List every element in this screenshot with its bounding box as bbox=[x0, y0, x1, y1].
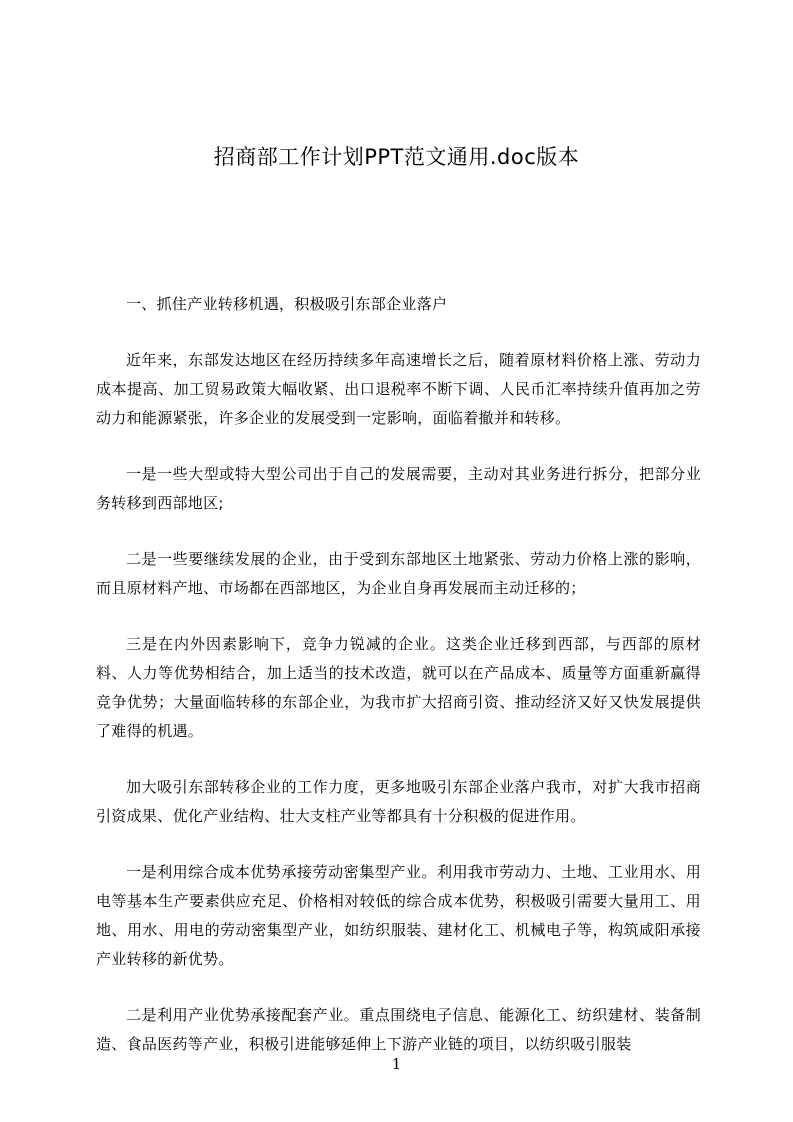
page-number: 1 bbox=[391, 1055, 402, 1073]
section-heading: 一、抓住产业转移机遇，积极吸引东部企业落户 bbox=[126, 295, 448, 313]
paragraph-intro: 近年来，东部发达地区在经历持续多年高速增长之后，随着原材料价格上涨、劳动力成本提高、加工贸易政策大幅收紧、出口退税率不断下调、人民币汇率持续升值再加之劳动力和能源紧张，许多企业的发展受到一定影响，面临着撤并和转移。 bbox=[96, 351, 701, 427]
paragraph-strategy-2: 二是利用产业优势承接配套产业。重点围绕电子信息、能源化工、纺织建材、装备制造、食品医药等产业，积极引进能够延伸上下游产业链的项目，以纺织吸引服装 bbox=[96, 1006, 701, 1053]
paragraph-strategy-1: 一是利用综合成本优势承接劳动密集型产业。利用我市劳动力、土地、工业用水、用电等基本生产要素供应充足、价格相对较低的综合成本优势，积极吸引需要大量用工、用地、用水、用电的劳动密集型产业，如纺织服装、建材化工、机械电子等，构筑咸阳承接产业转移的新优势。 bbox=[96, 863, 701, 968]
document-body bbox=[96, 290, 701, 1086]
document-title: 招商部工作计划PPT范文通用.doc版本 bbox=[213, 145, 580, 169]
paragraph-point-2: 二是一些要继续发展的企业，由于受到东部地区土地紧张、劳动力价格上涨的影响，而且原材料产地、市场都在西部地区，为企业自身再发展而主动迁移的； bbox=[96, 550, 701, 597]
paragraph-summary: 加大吸引东部转移企业的工作力度，更多地吸引东部企业落户我市，对扩大我市招商引资成果、优化产业结构、壮大支柱产业等都具有十分积极的促进作用。 bbox=[96, 778, 701, 825]
paragraph-point-3: 三是在内外因素影响下，竞争力锐减的企业。这类企业迁移到西部，与西部的原材料、人力等优势相结合，加上适当的技术改造，就可以在产品成本、质量等方面重新赢得竞争优势；大量面临转移的东部企业，为我市扩大招商引资、推动经济又好又快发展提供了难得的机遇。 bbox=[96, 635, 701, 740]
paragraph-point-1: 一是一些大型或特大型公司出于自己的发展需要，主动对其业务进行拆分，把部分业务转移到西部地区; bbox=[96, 465, 701, 512]
